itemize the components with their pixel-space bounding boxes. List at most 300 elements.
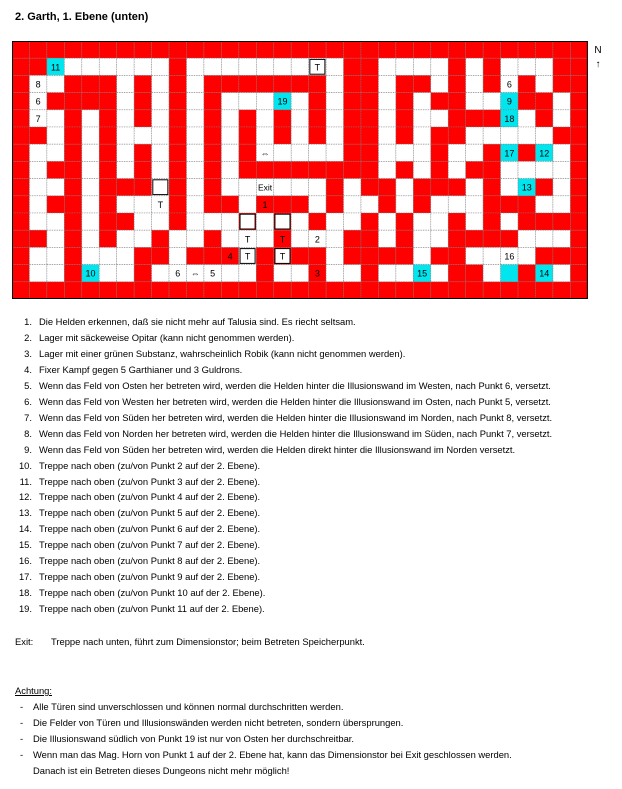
legend-item-text: Lager mit einer grünen Substanz, wahrscheinlich Robik (kann nicht genommen werden).: [39, 347, 406, 359]
wall-cell: [553, 58, 570, 75]
wall-cell: [448, 179, 465, 196]
wall-cell: [570, 58, 587, 75]
wall-cell: [326, 196, 343, 213]
note-text: Wenn man das Mag. Horn von Punkt 1 auf der 2. Ebene hat, kann das Dimensionstor bei Exit geschlossen werden.: [33, 749, 512, 760]
legend-item: [12, 412, 552, 423]
wall-cell: [99, 230, 116, 247]
wall-cell: [291, 247, 308, 264]
wall-cell: [378, 196, 395, 213]
floor-cell: [99, 58, 116, 75]
legend-item-text: Treppe nach oben (zu/von Punkt 7 auf der 2. Ebene).: [39, 539, 261, 551]
wall-cell: [361, 161, 378, 178]
exit-text: Treppe nach unten, führt zum Dimensionstor; beim Betreten Speicherpunkt.: [51, 636, 365, 647]
floor-cell: [501, 58, 518, 75]
wall-cell: [326, 179, 343, 196]
wall-cell: [378, 247, 395, 264]
floor-cell: [466, 196, 483, 213]
wall-cell: [204, 144, 221, 161]
attention-note: [20, 717, 403, 728]
floor-cell: [378, 213, 395, 230]
wall-cell: [12, 213, 29, 230]
map-label: 14: [539, 268, 550, 279]
floor-cell: [187, 93, 204, 110]
legend-item: [12, 555, 260, 566]
wall-cell: [169, 144, 186, 161]
door-cell: [240, 214, 255, 229]
floor-cell: [29, 161, 46, 178]
note-bullet: -: [20, 749, 24, 760]
floor-cell: [47, 179, 64, 196]
map-label: 15: [417, 268, 428, 279]
floor-cell: [518, 230, 535, 247]
attention-note: [20, 701, 343, 712]
wall-cell: [483, 75, 500, 92]
floor-cell: [291, 127, 308, 144]
wall-cell: [518, 282, 535, 299]
wall-cell: [204, 230, 221, 247]
floor-cell: [47, 247, 64, 264]
floor-cell: [448, 196, 465, 213]
floor-cell: [64, 58, 81, 75]
wall-cell: [169, 93, 186, 110]
wall-cell: [396, 41, 413, 58]
floor-cell: [187, 230, 204, 247]
map-label: 6: [506, 79, 512, 90]
note-text: Die Felder von Türen und Illusionswänden werden nicht betreten, sondern übersprungen.: [33, 717, 404, 728]
note-text: Danach ist ein Betreten dieses Dungeons nicht mehr möglich!: [33, 765, 290, 776]
wall-cell: [117, 213, 134, 230]
wall-cell: [344, 41, 361, 58]
wall-cell: [448, 247, 465, 264]
floor-cell: [29, 144, 46, 161]
wall-cell: [483, 179, 500, 196]
map-label: T: [157, 199, 164, 210]
wall-cell: [256, 41, 273, 58]
map-label: 13: [521, 182, 532, 193]
floor-cell: [378, 161, 395, 178]
wall-cell: [152, 247, 169, 264]
wall-cell: [99, 282, 116, 299]
wall-cell: [221, 75, 238, 92]
door-cell: [153, 180, 168, 195]
map-label: T: [244, 251, 251, 262]
floor-cell: [553, 144, 570, 161]
wall-cell: [134, 110, 151, 127]
attention-note: [20, 765, 289, 776]
wall-cell: [448, 75, 465, 92]
wall-cell: [134, 41, 151, 58]
floor-cell: [82, 247, 99, 264]
wall-cell: [169, 213, 186, 230]
wall-cell: [431, 247, 448, 264]
floor-cell: [291, 93, 308, 110]
floor-cell: [134, 127, 151, 144]
wall-cell: [64, 282, 81, 299]
wall-cell: [344, 161, 361, 178]
legend-item-number: 9.: [24, 443, 32, 455]
floor-cell: [501, 213, 518, 230]
wall-cell: [536, 41, 553, 58]
wall-cell: [29, 58, 46, 75]
floor-cell: [29, 196, 46, 213]
wall-cell: [64, 196, 81, 213]
wall-cell: [12, 93, 29, 110]
wall-cell: [536, 93, 553, 110]
floor-cell: [221, 161, 238, 178]
legend-item-number: 4.: [24, 363, 32, 375]
legend-item-number: 3.: [24, 347, 32, 359]
floor-cell: [326, 93, 343, 110]
legend-item-number: 11.: [19, 475, 32, 487]
wall-cell: [570, 75, 587, 92]
floor-cell: [326, 110, 343, 127]
floor-cell: [396, 179, 413, 196]
wall-cell: [47, 196, 64, 213]
legend-item-text: Treppe nach oben (zu/von Punkt 10 auf der 2. Ebene).: [39, 587, 266, 599]
wall-cell: [12, 110, 29, 127]
map-label: ⇔: [260, 148, 270, 159]
wall-cell: [239, 144, 256, 161]
map-label: 2: [314, 234, 320, 245]
wall-cell: [309, 213, 326, 230]
floor-cell: [291, 144, 308, 161]
wall-cell: [169, 196, 186, 213]
floor-cell: [396, 58, 413, 75]
floor-cell: [431, 75, 448, 92]
wall-cell: [117, 282, 134, 299]
floor-cell: [378, 144, 395, 161]
floor-cell: [221, 265, 238, 282]
wall-cell: [12, 230, 29, 247]
wall-cell: [309, 247, 326, 264]
floor-cell: [274, 144, 291, 161]
floor-cell: [29, 179, 46, 196]
floor-cell: [256, 93, 273, 110]
legend-item: [12, 539, 260, 550]
map-label: 16: [504, 251, 515, 262]
floor-cell: [274, 179, 291, 196]
floor-cell: [256, 110, 273, 127]
floor-cell: [187, 127, 204, 144]
floor-cell: [187, 179, 204, 196]
wall-cell: [64, 161, 81, 178]
wall-cell: [152, 230, 169, 247]
wall-cell: [64, 110, 81, 127]
floor-cell: [239, 196, 256, 213]
wall-cell: [309, 93, 326, 110]
wall-cell: [64, 247, 81, 264]
floor-cell: [82, 196, 99, 213]
wall-cell: [466, 110, 483, 127]
wall-cell: [361, 282, 378, 299]
wall-cell: [47, 282, 64, 299]
wall-cell: [204, 75, 221, 92]
wall-cell: [431, 41, 448, 58]
map-label: T: [279, 234, 286, 245]
wall-cell: [204, 127, 221, 144]
wall-cell: [47, 41, 64, 58]
wall-cell: [553, 41, 570, 58]
legend-item-text: Treppe nach oben (zu/von Punkt 8 auf der 2. Ebene).: [39, 555, 261, 567]
wall-cell: [570, 41, 587, 58]
legend-item-number: 18.: [18, 587, 32, 599]
wall-cell: [361, 75, 378, 92]
wall-cell: [326, 161, 343, 178]
wall-cell: [570, 127, 587, 144]
floor-cell: [466, 58, 483, 75]
wall-cell: [187, 282, 204, 299]
wall-cell: [361, 41, 378, 58]
wall-cell: [361, 93, 378, 110]
floor-cell: [413, 93, 430, 110]
wall-cell: [204, 196, 221, 213]
attention-note: [20, 733, 354, 744]
wall-cell: [344, 144, 361, 161]
map-label: 18: [504, 113, 515, 124]
floor-cell: [82, 58, 99, 75]
floor-cell: [239, 93, 256, 110]
floor-cell: [187, 110, 204, 127]
legend-item-number: 16.: [18, 555, 32, 567]
wall-cell: [204, 179, 221, 196]
wall-cell: [256, 75, 273, 92]
wall-cell: [204, 282, 221, 299]
page-title: 2. Garth, 1. Ebene (unten): [15, 11, 149, 23]
wall-cell: [99, 93, 116, 110]
wall-cell: [396, 93, 413, 110]
wall-cell: [570, 196, 587, 213]
wall-cell: [309, 127, 326, 144]
wall-cell: [466, 41, 483, 58]
legend-item-number: 7.: [24, 411, 32, 423]
wall-cell: [536, 179, 553, 196]
floor-cell: [431, 58, 448, 75]
wall-cell: [221, 41, 238, 58]
compass: [592, 44, 604, 72]
note-bullet: -: [20, 701, 24, 712]
wall-cell: [431, 179, 448, 196]
map-label: 11: [50, 62, 61, 73]
floor-cell: [117, 230, 134, 247]
floor-cell: [47, 144, 64, 161]
wall-cell: [99, 179, 116, 196]
wall-cell: [536, 213, 553, 230]
floor-cell: [378, 230, 395, 247]
legend-item-text: Wenn das Feld von Osten her betreten wird, werden die Helden hinter die Illusionswand im Westen, nach Punkt 6, versetzt.: [39, 379, 551, 391]
wall-cell: [64, 230, 81, 247]
floor-cell: [221, 127, 238, 144]
floor-cell: [82, 230, 99, 247]
legend-item-text: Wenn das Feld von Norden her betreten wird, werden die Helden hinter die Illusionswand im Süden, nach Punkt 7, versetzt.: [39, 427, 553, 439]
wall-cell: [256, 282, 273, 299]
floor-cell: [239, 265, 256, 282]
wall-cell: [274, 75, 291, 92]
wall-cell: [256, 161, 273, 178]
floor-cell: [152, 144, 169, 161]
map-label: 4: [227, 251, 233, 262]
wall-cell: [134, 282, 151, 299]
legend-item-text: Fixer Kampf gegen 5 Garthianer und 3 Guldrons.: [39, 363, 243, 375]
wall-cell: [518, 144, 535, 161]
wall-cell: [64, 213, 81, 230]
wall-cell: [431, 161, 448, 178]
floor-cell: [553, 179, 570, 196]
floor-cell: [378, 58, 395, 75]
wall-cell: [361, 58, 378, 75]
wall-cell: [169, 58, 186, 75]
floor-cell: [221, 110, 238, 127]
floor-cell: [274, 58, 291, 75]
wall-cell: [361, 247, 378, 264]
legend-item: [12, 507, 260, 518]
wall-cell: [256, 247, 273, 264]
floor-cell: [82, 144, 99, 161]
floor-cell: [274, 265, 291, 282]
map-label: 3: [314, 268, 320, 279]
floor-cell: [117, 265, 134, 282]
floor-cell: [221, 213, 238, 230]
floor-cell: [326, 127, 343, 144]
wall-cell: [378, 41, 395, 58]
wall-cell: [169, 127, 186, 144]
legend-item-number: 8.: [24, 427, 32, 439]
wall-cell: [570, 282, 587, 299]
north-label: N: [594, 45, 602, 56]
wall-cell: [413, 41, 430, 58]
floor-cell: [396, 196, 413, 213]
wall-cell: [361, 127, 378, 144]
wall-cell: [239, 127, 256, 144]
wall-cell: [274, 161, 291, 178]
floor-cell: [152, 93, 169, 110]
floor-cell: [326, 213, 343, 230]
wall-cell: [291, 196, 308, 213]
wall-cell: [239, 41, 256, 58]
floor-cell: [117, 110, 134, 127]
floor-cell: [47, 265, 64, 282]
wall-cell: [466, 265, 483, 282]
floor-cell: [518, 58, 535, 75]
wall-cell: [221, 282, 238, 299]
map-label: 8: [35, 79, 41, 90]
wall-cell: [82, 282, 99, 299]
wall-cell: [518, 265, 535, 282]
wall-cell: [413, 282, 430, 299]
wall-cell: [169, 75, 186, 92]
floor-cell: [152, 265, 169, 282]
wall-cell: [204, 41, 221, 58]
floor-cell: [117, 196, 134, 213]
floor-cell: [501, 127, 518, 144]
wall-cell: [396, 230, 413, 247]
wall-cell: [361, 230, 378, 247]
floor-cell: [187, 58, 204, 75]
floor-cell: [82, 127, 99, 144]
floor-cell: [117, 144, 134, 161]
wall-cell: [536, 110, 553, 127]
wall-cell: [448, 127, 465, 144]
floor-cell: [483, 93, 500, 110]
wall-cell: [448, 41, 465, 58]
wall-cell: [64, 93, 81, 110]
legend-item: [12, 603, 265, 614]
floor-cell: [466, 179, 483, 196]
floor-cell: [413, 58, 430, 75]
wall-cell: [12, 247, 29, 264]
floor-cell: [29, 213, 46, 230]
floor-cell: [483, 127, 500, 144]
floor-cell: [291, 213, 308, 230]
wall-cell: [431, 93, 448, 110]
floor-cell: [134, 230, 151, 247]
wall-cell: [134, 265, 151, 282]
wall-cell: [64, 75, 81, 92]
wall-cell: [12, 282, 29, 299]
legend-item: [12, 491, 260, 502]
floor-cell: [82, 213, 99, 230]
floor-cell: [466, 75, 483, 92]
legend-item-number: 19.: [18, 603, 32, 615]
floor-cell: [536, 230, 553, 247]
floor-cell: [518, 110, 535, 127]
wall-cell: [29, 282, 46, 299]
wall-cell: [64, 41, 81, 58]
legend-item-text: Wenn das Feld von Westen her betreten wird, werden die Helden hinter die Illusionswand im Osten, nach Punkt 5, versetzt.: [39, 395, 551, 407]
floor-cell: [518, 247, 535, 264]
wall-cell: [187, 41, 204, 58]
legend-item-number: 1.: [24, 316, 32, 327]
wall-cell: [29, 41, 46, 58]
floor-cell: [169, 230, 186, 247]
wall-cell: [570, 213, 587, 230]
map-label: 1: [262, 199, 268, 210]
floor-cell: [117, 161, 134, 178]
floor-cell: [29, 247, 46, 264]
legend-item-number: 12.: [18, 491, 32, 503]
legend-item-number: 10.: [18, 459, 32, 471]
dungeon-map: [12, 41, 588, 299]
wall-cell: [274, 41, 291, 58]
floor-cell: [536, 161, 553, 178]
wall-cell: [518, 196, 535, 213]
wall-cell: [99, 41, 116, 58]
wall-cell: [117, 179, 134, 196]
wall-cell: [466, 230, 483, 247]
wall-cell: [309, 75, 326, 92]
map-label: 17: [504, 148, 515, 159]
floor-cell: [256, 127, 273, 144]
floor-cell: [47, 230, 64, 247]
floor-cell: [221, 93, 238, 110]
floor-cell: [431, 230, 448, 247]
floor-cell: [152, 75, 169, 92]
legend-item-number: 17.: [18, 571, 32, 583]
wall-cell: [239, 161, 256, 178]
floor-cell: [501, 161, 518, 178]
legend-item-number: 2.: [24, 331, 32, 343]
wall-cell: [344, 75, 361, 92]
legend-item: [12, 380, 551, 391]
floor-cell: [483, 265, 500, 282]
wall-cell: [274, 282, 291, 299]
wall-cell: [570, 230, 587, 247]
wall-cell: [361, 265, 378, 282]
wall-cell: [518, 75, 535, 92]
wall-cell: [448, 230, 465, 247]
legend-item-number: 6.: [24, 395, 32, 407]
wall-cell: [570, 144, 587, 161]
floor-cell: [344, 265, 361, 282]
